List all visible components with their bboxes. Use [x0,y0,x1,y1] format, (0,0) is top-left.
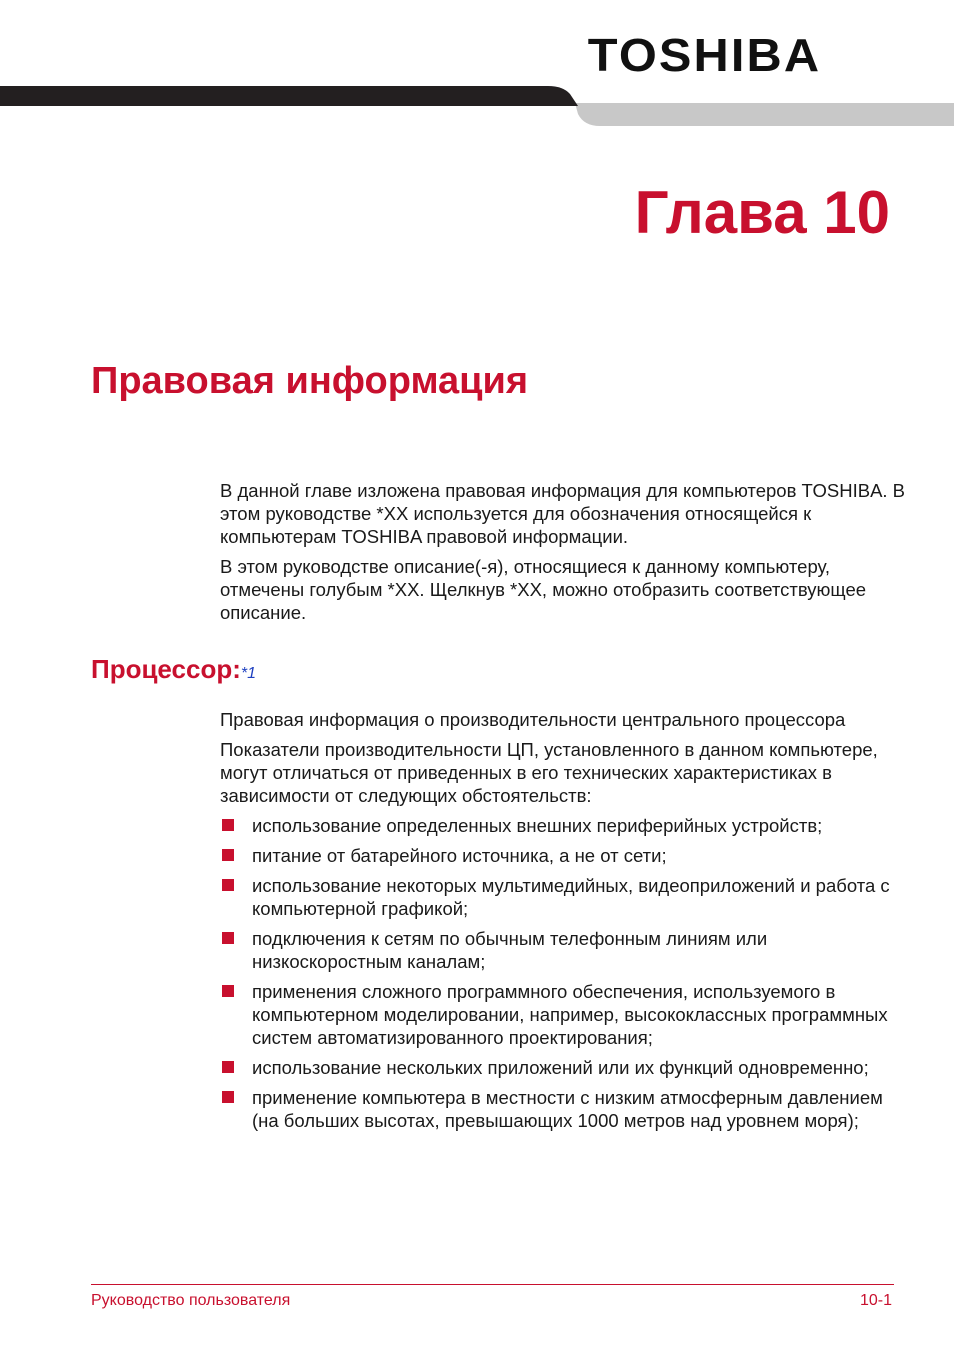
list-item: применение компьютера в местности с низким атмосферным давлением (на больших высотах, превышающих 1000 метров над уровнем моря); [220,1086,910,1132]
toshiba-logo: TOSHIBA [587,29,821,81]
processor-title: Процессор: [91,654,241,684]
bullet-square-icon [222,932,234,944]
footer-divider [91,1284,894,1285]
header-band [0,80,954,126]
bullet-square-icon [222,879,234,891]
header-band-light [575,103,954,126]
list-item: использование некоторых мультимедийных, видеоприложений и работа с компьютерной графикой; [220,874,910,920]
list-item: использование нескольких приложений или их функций одновременно; [220,1056,910,1079]
bullet-square-icon [222,1091,234,1103]
bullet-square-icon [222,849,234,861]
processor-paragraph: Правовая информация о производительности центрального процессора [220,709,846,730]
header-band-dark [0,86,578,106]
list-item: питание от батарейного источника, а не от сети; [220,844,910,867]
footer-manual-title: Руководство пользователя [91,1292,291,1309]
intro-paragraph: В данной главе изложена правовая информация для компьютеров TOSHIBA. В этом руководстве *XX используется для обозначения относящейся к компьютерам TOSHIBA правовой информации. [220,480,906,547]
intro-paragraph: В этом руководстве описание(-я), относящиеся к данному компьютеру, отмечены голубым *XX. Щелкнув *XX, можно отобразить соответствующее описание. [220,556,867,623]
list-item: подключения к сетям по обычным телефонным линиям или низкоскоростным каналам; [220,927,910,973]
processor-block [220,708,910,1139]
list-item: использование определенных внешних периферийных устройств; [220,814,910,837]
list-item: применения сложного программного обеспечения, используемого в компьютерном моделировании, например, высококлассных программных систем автоматизированного проектирования; [220,980,910,1049]
processor-bullet-list [220,814,910,1132]
footer-page-number: 10-1 [859,1292,892,1309]
bullet-square-icon [222,819,234,831]
chapter-title: Глава 10 [634,179,890,246]
bullet-square-icon [222,1061,234,1073]
processor-paragraph: Показатели производительности ЦП, установленного в данном компьютере, могут отличаться от приведенных в его технических характеристиках в зависимости от следующих обстоятельств: [220,739,878,806]
processor-heading [91,654,256,685]
processor-ref-link[interactable]: *1 [240,665,257,682]
intro-block [220,479,910,631]
section-title: Правовая информация [91,360,529,402]
bullet-square-icon [222,985,234,997]
